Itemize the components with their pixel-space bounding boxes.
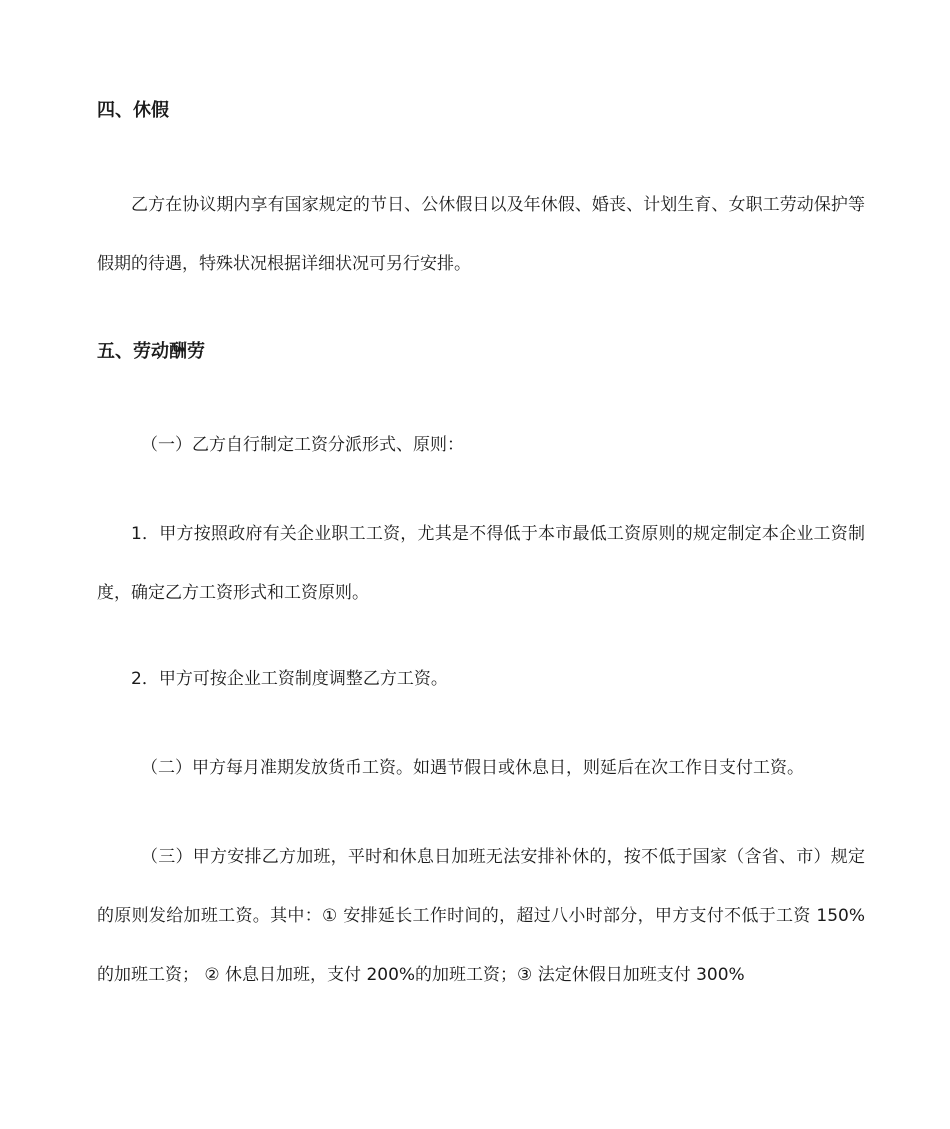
section-heading-remuneration: 五、劳动酬劳 [97,341,205,362]
section-heading-vacation: 四、休假 [97,100,169,121]
item-wage-distribution: （一）乙方自行制定工资分派形式、原则： [141,435,464,455]
item-monthly-payment: （二）甲方每月准期发放货币工资。如遇节假日或休息日，则延后在次工作日支付工资。 [141,758,804,778]
item-overtime-pay: （三）甲方安排乙方加班，平时和休息日加班无法安排补休的，按不低于国家（含省、市）规定的原则发给加班工资。其中：① 安排延长工作时间的，超过八小时部分，甲方支付不低于工资 150%的加班工资； ② 休息日加班，支付 200%的加班工资；③ 法定休假日加班支付 300% [97,847,865,985]
point-wage-adjustment: 2．甲方可按企业工资制度调整乙方工资。 [131,669,448,689]
point-wage-system: 1．甲方按照政府有关企业职工工资，尤其是不得低于本市最低工资原则的规定制定本企业工资制度，确定乙方工资形式和工资原则。 [97,524,865,603]
paragraph-vacation: 乙方在协议期内享有国家规定的节日、公休假日以及年休假、婚丧、计划生育、女职工劳动保护等假期的待遇，特殊状况根据详细状况可另行安排。 [97,195,865,274]
